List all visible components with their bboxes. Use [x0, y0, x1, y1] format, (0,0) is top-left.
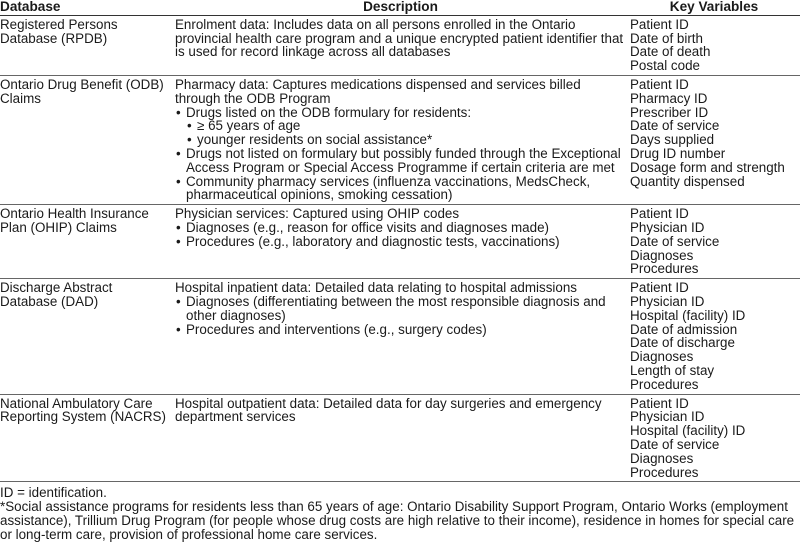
- bullet-item: • Procedures (e.g., laboratory and diagnostic tests, vaccinations): [175, 235, 626, 249]
- description-intro: Physician services: Captured using OHIP codes: [175, 206, 460, 222]
- sub-bullet-item: • ≥ 65 years of age: [186, 119, 626, 133]
- description-intro: Pharmacy data: Captures medications dispensed and services billed through the ODB Program: [175, 76, 581, 106]
- bullet-item: [175, 106, 626, 147]
- table-row: [0, 205, 800, 279]
- bullet-item: • Diagnoses (differentiating between the most responsible diagnosis and other diagnoses): [175, 295, 626, 323]
- description-cell: [173, 75, 628, 204]
- footnote: *Social assistance programs for residents less than 65 years of age: Ontario Disability Support Program, Ontario Works (employment assistance), Trillium Drug Program (for people whose drug costs are high relative to their income), residence in homes for special care or long-term care, provision of professional home care services.: [0, 499, 795, 543]
- abbreviation-note: ID = identification.: [0, 485, 107, 501]
- variable-item: Days supplied: [630, 132, 715, 148]
- variable-item: Date of discharge: [630, 335, 735, 351]
- variable-item: Date of service: [630, 233, 720, 249]
- database-name: Discharge Abstract Database (DAD): [0, 279, 173, 394]
- bullet-item: • Diagnoses (e.g., reason for office visits and diagnoses made): [175, 221, 626, 235]
- variable-item: Date of service: [630, 436, 720, 452]
- description-intro: Enrolment data: Includes data on all persons enrolled in the Ontario provincial health care program and a unique encrypted patient identifier that is used for record linkage across all databases: [175, 16, 624, 60]
- variable-item: Patient ID: [630, 76, 689, 92]
- description-intro: Hospital inpatient data: Detailed data relating to hospital admissions: [175, 280, 577, 296]
- table-row: [0, 15, 800, 75]
- variable-item: Patient ID: [630, 16, 689, 32]
- variable-item: Date of admission: [630, 321, 738, 337]
- variable-item: Physician ID: [630, 219, 705, 235]
- database-name: Ontario Health Insurance Plan (OHIP) Claims: [0, 205, 173, 279]
- description-cell: [173, 394, 628, 482]
- variable-item: Postal code: [630, 58, 700, 74]
- bullet-text: Drugs listed on the ODB formulary for residents:: [186, 104, 472, 120]
- variable-item: Dosage form and strength: [630, 159, 785, 175]
- database-name: Registered Persons Database (RPDB): [0, 15, 173, 75]
- variable-item: Procedures: [630, 464, 699, 480]
- variable-item: Quantity dispensed: [630, 173, 745, 189]
- variables-cell: [628, 205, 800, 279]
- variables-cell: [628, 75, 800, 204]
- variable-item: Diagnoses: [630, 450, 694, 466]
- table-row: [0, 279, 800, 394]
- header-database: Database: [0, 0, 173, 15]
- description-intro: Hospital outpatient data: Detailed data for day surgeries and emergency department services: [175, 395, 602, 425]
- variable-item: Diagnoses: [630, 349, 694, 365]
- variables-cell: [628, 279, 800, 394]
- variable-item: Procedures: [630, 261, 699, 277]
- variable-item: Diagnoses: [630, 247, 694, 263]
- table-row: [0, 75, 800, 204]
- description-cell: [173, 279, 628, 394]
- database-name: National Ambulatory Care Reporting System (NACRS): [0, 394, 173, 482]
- variable-item: Pharmacy ID: [630, 90, 708, 106]
- description-cell: [173, 15, 628, 75]
- variable-item: Patient ID: [630, 206, 689, 222]
- table-row: [0, 394, 800, 482]
- variable-item: Hospital (facility) ID: [630, 423, 746, 439]
- variable-item: Patient ID: [630, 395, 689, 411]
- table-notes: [0, 482, 800, 542]
- variable-item: Length of stay: [630, 362, 715, 378]
- variable-item: Drug ID number: [630, 145, 726, 161]
- description-cell: [173, 205, 628, 279]
- variable-item: Physician ID: [630, 409, 705, 425]
- variable-item: Patient ID: [630, 280, 689, 296]
- variable-item: Date of service: [630, 118, 720, 134]
- bullet-item: • Community pharmacy services (influenza vaccinations, MedsCheck, pharmaceutical opinions, smoking cessation): [175, 175, 626, 203]
- header-key-variables: Key Variables: [628, 0, 800, 15]
- variables-cell: [628, 15, 800, 75]
- header-description: Description: [173, 0, 628, 15]
- table-header-row: [0, 0, 800, 15]
- variable-item: Prescriber ID: [630, 104, 709, 120]
- variable-item: Date of birth: [630, 30, 703, 46]
- bullet-item: • Drugs not listed on formulary but possibly funded through the Exceptional Access Program or Special Access Programme if certain criteria are met: [175, 147, 626, 175]
- bullet-item: • Procedures and interventions (e.g., surgery codes): [175, 323, 626, 337]
- database-name: Ontario Drug Benefit (ODB) Claims: [0, 75, 173, 204]
- variables-cell: [628, 394, 800, 482]
- variable-item: Physician ID: [630, 293, 705, 309]
- variable-item: Hospital (facility) ID: [630, 307, 746, 323]
- sub-bullet-item: • younger residents on social assistance*: [186, 133, 626, 147]
- variable-item: Procedures: [630, 376, 699, 392]
- variable-item: Date of death: [630, 44, 711, 60]
